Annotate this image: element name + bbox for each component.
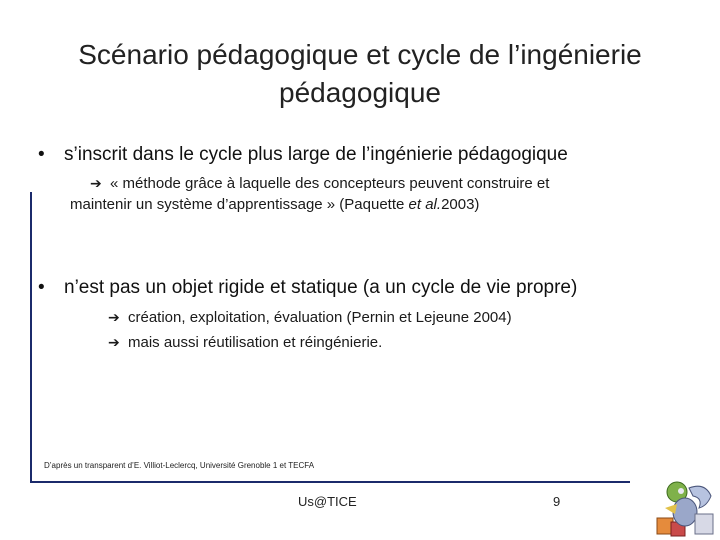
credit-note: D’après un transparent d’E. Villiot-Leclercq, Université Grenoble 1 et TECFA bbox=[44, 461, 315, 470]
page-number: 9 bbox=[553, 494, 561, 509]
bullet-2-sub-1 bbox=[108, 306, 512, 329]
bullet-2-sub-2-text: mais aussi réutilisation et réingénierie. bbox=[128, 334, 383, 351]
slide-title bbox=[40, 36, 680, 112]
right-arrow-icon: ➔ bbox=[108, 334, 120, 350]
right-arrow-icon: ➔ bbox=[108, 309, 120, 325]
bullet-dot-icon: • bbox=[38, 144, 45, 165]
bullet-1-sub-line2-em: et al. bbox=[408, 196, 442, 213]
footer-center-text: Us@TICE bbox=[298, 494, 357, 509]
bullet-1-sub-line1: « méthode grâce à laquelle des concepteurs peuvent construire et bbox=[110, 175, 550, 192]
right-arrow-icon: ➔ bbox=[90, 175, 102, 191]
bullet-1-sub-line2-pre: maintenir un système d’apprentissage » (Paquette bbox=[70, 196, 409, 213]
bullet-2-sub-2 bbox=[108, 331, 382, 354]
bullet-1-sub-line2 bbox=[70, 194, 479, 216]
slide-title-line2: pédagogique bbox=[279, 77, 441, 108]
frame-bottom-border bbox=[30, 481, 630, 483]
bullet-1 bbox=[38, 144, 568, 166]
bullet-1-sub bbox=[90, 172, 549, 195]
bullet-1-sub-line2-post: 2003) bbox=[441, 196, 480, 213]
bullet-2 bbox=[38, 277, 577, 299]
frame-left-border bbox=[30, 192, 32, 483]
mascot-logo-icon bbox=[655, 478, 717, 540]
slide-title-line1: Scénario pédagogique et cycle de l’ingénierie bbox=[78, 39, 642, 70]
bullet-1-text: s’inscrit dans le cycle plus large de l’ingénierie pédagogique bbox=[64, 144, 568, 165]
bullet-2-text: n’est pas un objet rigide et statique (a un cycle de vie propre) bbox=[64, 277, 578, 298]
bullet-dot-icon: • bbox=[38, 277, 45, 298]
bullet-2-sub-1-text: création, exploitation, évaluation (Pernin et Lejeune 2004) bbox=[128, 309, 512, 326]
